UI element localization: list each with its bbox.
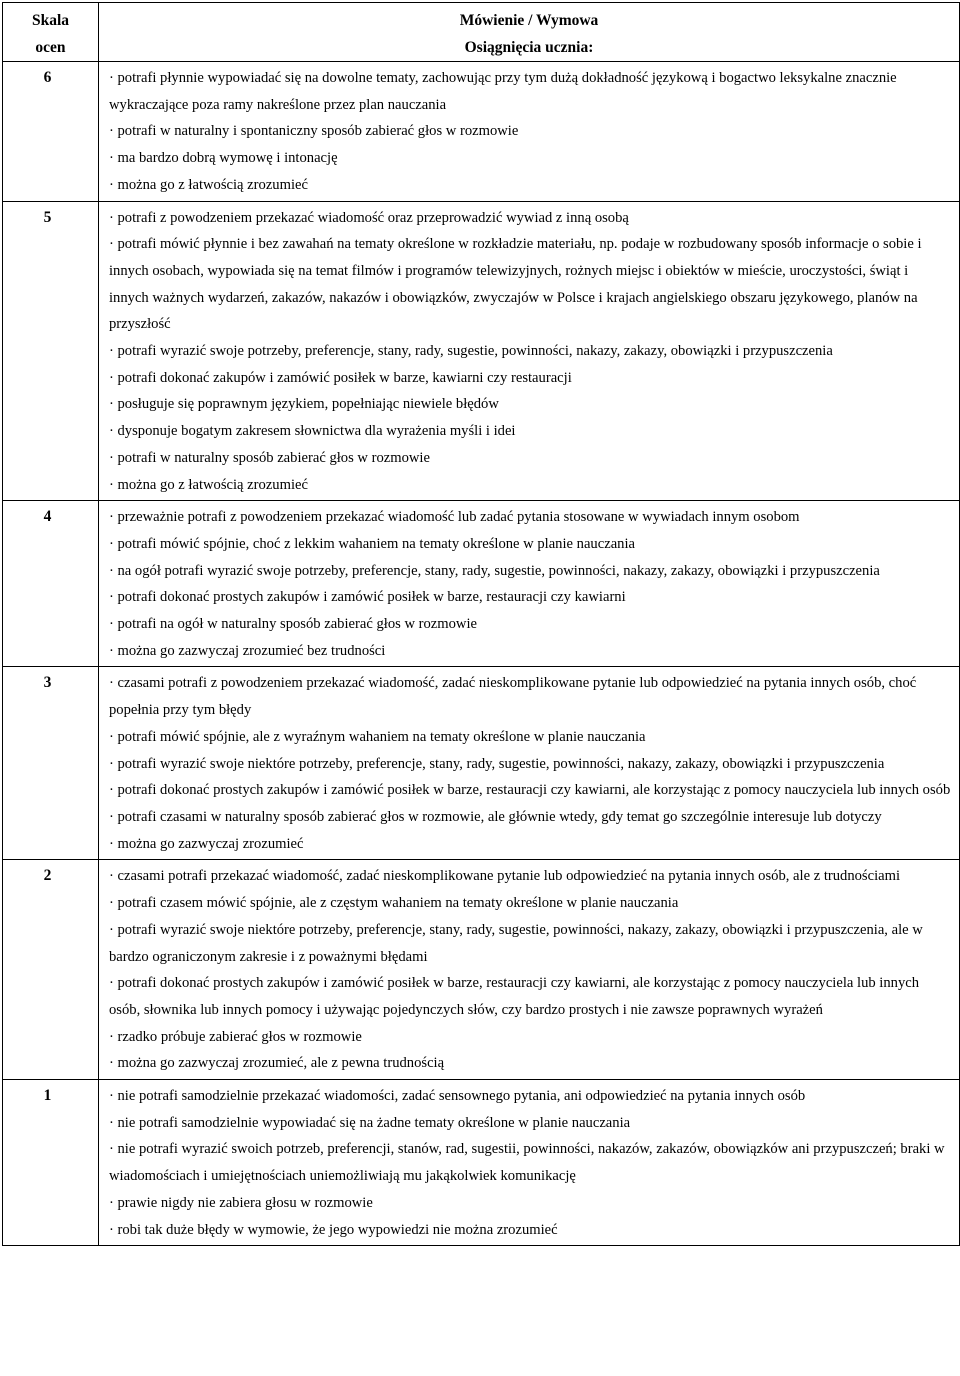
criterion-item: · potrafi dokonać prostych zakupów i zamówić posiłek w barze, restauracji czy kawiarni, ale korzystając z pomocy nauczyciela lub innych osób [109, 782, 951, 799]
criterion-item: · potrafi dokonać prostych zakupów i zamówić posiłek w barze, restauracji czy kawiarni [109, 589, 626, 606]
criterion-item: · nie potrafi wyrazić swoich potrzeb, preferencji, stanów, rad, sugestii, powinności, nakazów, zakazów, obowiązków ani przypuszczeń; braki w wiadomościach i umiejętnościach uniemożliwiają mu jakąkolwiek komunikację [109, 1141, 945, 1185]
grade-value: 4 [3, 501, 99, 667]
grade-value: 5 [3, 201, 99, 501]
grade-row [3, 1080, 960, 1246]
criterion-item: · nie potrafi samodzielnie przekazać wiadomości, zadać sensownego pytania, ani odpowiedzieć na pytania innych osób [109, 1088, 806, 1105]
criterion-item: · potrafi mówić płynnie i bez zawahań na tematy określone w rozkładzie materiału, np. podaje w rozbudowany sposób informacje o sobie i innych osobach, wypowiada się na temat filmów i programów telewizyjnych, rożnych miejsc i obiektów w mieście, uroczystości, świąt i innych ważnych wydarzeń, zakazów, nakazów i obowiązków, zwyczajów w Polsce i krajach angielskiego obszaru językowego, planów na przyszłość [109, 236, 922, 333]
criterion-item: · potrafi na ogół w naturalny sposób zabierać głos w rozmowie [109, 616, 477, 633]
section-title: Mówienie / Wymowa [459, 12, 599, 29]
criterion-item: · można go zazwyczaj zrozumieć [109, 835, 304, 852]
criterion-item: · nie potrafi samodzielnie wypowiadać się na żadne tematy określone w planie nauczania [109, 1114, 631, 1131]
criterion-item: · czasami potrafi przekazać wiadomość, zadać nieskomplikowane pytanie lub odpowiedzieć na pytania innych osób, ale z trudnościami [109, 868, 901, 885]
scale-header-line2: ocen [35, 39, 66, 56]
grade-row [3, 62, 960, 202]
grade-value: 3 [3, 667, 99, 860]
criterion-item: · potrafi mówić spójnie, choć z lekkim wahaniem na tematy określone w planie nauczania [109, 535, 635, 552]
criterion-item: · można go z łatwością zrozumieć [109, 476, 308, 493]
criterion-item: · potrafi dokonać zakupów i zamówić posiłek w barze, kawiarni czy restauracji [109, 369, 572, 386]
criterion-item: · na ogół potrafi wyrazić swoje potrzeby, preferencje, stany, rady, sugestie, powinności, nakazy, zakazy, obowiązki i przypuszczenia [109, 562, 880, 579]
grade-rows [3, 62, 960, 1246]
grade-description [99, 501, 960, 667]
criterion-item: · dysponuje bogatym zakresem słownictwa dla wyrażenia myśli i idei [109, 423, 516, 440]
criterion-item: · potrafi wyrazić swoje niektóre potrzeby, preferencje, stany, rady, sugestie, powinności, nakazy, zakazy, obowiązki i przypuszczenia, ale w bardzo ograniczonym zakresie i z poważnymi błędami [109, 921, 923, 965]
section-subtitle: Osiągnięcia ucznia: [464, 39, 594, 56]
scale-header [3, 3, 99, 62]
grade-row [3, 501, 960, 667]
grade-row [3, 667, 960, 860]
grade-row [3, 860, 960, 1080]
criterion-item: · można go zazwyczaj zrozumieć, ale z pewna trudnością [109, 1055, 445, 1072]
criterion-item: · czasami potrafi z powodzeniem przekazać wiadomość, zadać nieskomplikowane pytanie lub odpowiedzieć na pytania innych osób, choć popełnia przy tym błędy [109, 675, 917, 719]
criterion-item: · przeważnie potrafi z powodzeniem przekazać wiadomość lub zadać pytania stosowane w wywiadach innym osobom [109, 509, 800, 526]
grade-description [99, 62, 960, 202]
criterion-item: · prawie nigdy nie zabiera głosu w rozmowie [109, 1194, 373, 1211]
criterion-item: · potrafi płynnie wypowiadać się na dowolne tematy, zachowując przy tym dużą dokładność językową i bogactwo leksykalne znacznie wykraczające poza ramy nakreślone przez plan nauczania [109, 70, 897, 113]
criterion-item: · potrafi wyrazić swoje niektóre potrzeby, preferencje, stany, rady, sugestie, powinności, nakazy, zakazy, obowiązki i przypuszczenia [109, 755, 885, 772]
criterion-item: · można go z łatwością zrozumieć [109, 176, 308, 193]
criterion-item: · potrafi z powodzeniem przekazać wiadomość oraz przeprowadzić wywiad z inną osobą [109, 209, 629, 226]
grade-description [99, 201, 960, 501]
criterion-item: · rzadko próbuje zabierać głos w rozmowie [109, 1028, 362, 1045]
criterion-item: · można go zazwyczaj zrozumieć bez trudności [109, 642, 386, 659]
grade-value: 1 [3, 1080, 99, 1246]
criterion-item: · potrafi dokonać prostych zakupów i zamówić posiłek w barze, restauracji czy kawiarni, ale korzystając z pomocy nauczyciela lub innych osób, słownika lub innych pomocy i używając pojedynczych słów, czy bardzo prostych i nie zawsze poprawnych wyrażeń [109, 975, 920, 1018]
criterion-item: · potrafi w naturalny sposób zabierać głos w rozmowie [109, 449, 430, 466]
grade-description [99, 1080, 960, 1246]
criterion-item: · potrafi w naturalny i spontaniczny sposób zabierać głos w rozmowie [109, 123, 519, 140]
criterion-item: · potrafi czasem mówić spójnie, ale z częstym wahaniem na tematy określone w planie nauczania [109, 895, 679, 912]
grade-description [99, 860, 960, 1080]
scale-header-line1: Skala [31, 12, 70, 29]
grade-value: 2 [3, 860, 99, 1080]
criterion-item: · posługuje się poprawnym językiem, popełniając niewiele błędów [109, 396, 499, 413]
criterion-item: · potrafi czasami w naturalny sposób zabierać głos w rozmowie, ale głównie wtedy, gdy temat go szczególnie interesuje lub dotyczy [109, 808, 882, 825]
grade-description [99, 667, 960, 860]
grade-value: 6 [3, 62, 99, 202]
grading-criteria-table [2, 2, 960, 1246]
criterion-item: · ma bardzo dobrą wymowę i intonację [109, 150, 338, 167]
criterion-item: · potrafi wyrazić swoje potrzeby, preferencje, stany, rady, sugestie, powinności, nakazy, zakazy, obowiązki i przypuszczenia [109, 343, 833, 360]
description-header [99, 3, 960, 62]
criterion-item: · robi tak duże błędy w wymowie, że jego wypowiedzi nie można zrozumieć [109, 1221, 558, 1238]
grade-row [3, 201, 960, 501]
table-header-row [3, 3, 960, 62]
criterion-item: · potrafi mówić spójnie, ale z wyraźnym wahaniem na tematy określone w planie nauczania [109, 728, 646, 745]
